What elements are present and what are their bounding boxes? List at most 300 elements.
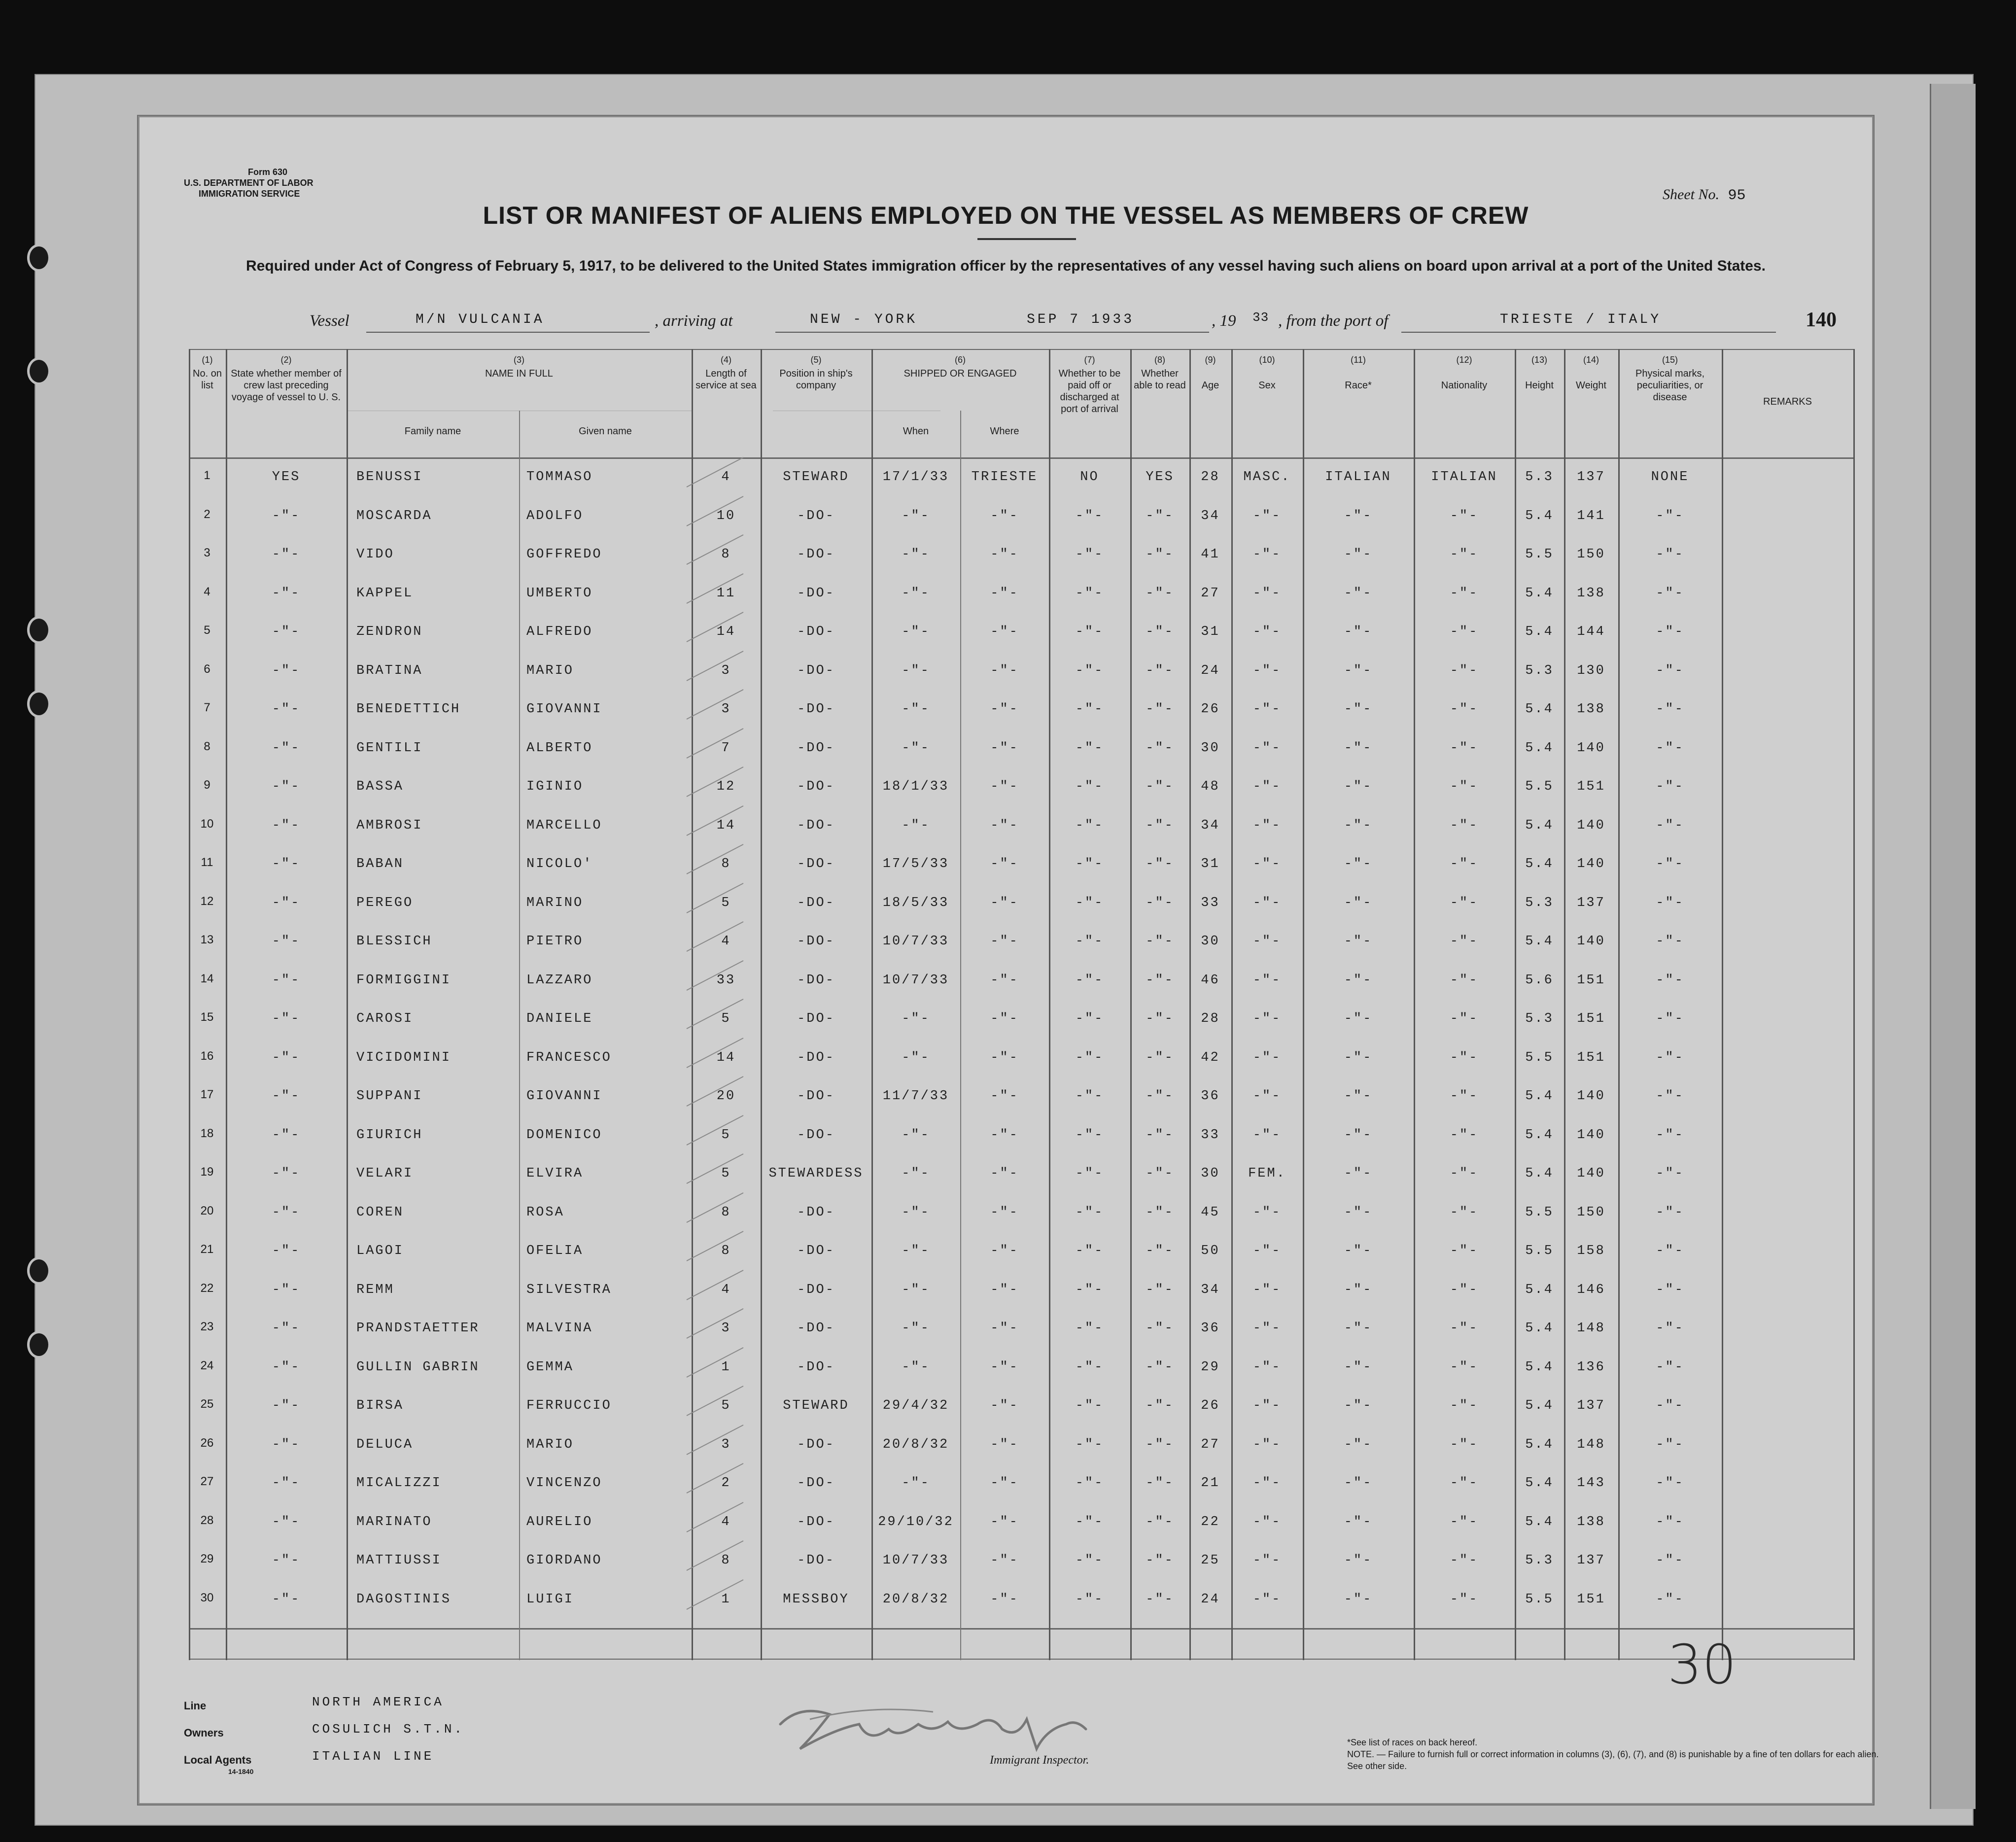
cell-nat: -"- <box>1450 779 1479 794</box>
cell-weight: 140 <box>1577 934 1605 949</box>
inspector-signature <box>770 1695 1125 1764</box>
cell-paid: NO <box>1080 470 1099 485</box>
cell-paid: -"- <box>1075 895 1104 910</box>
cell-height: 5.4 <box>1525 586 1554 601</box>
cell-height: 5.5 <box>1525 1244 1554 1258</box>
cell-marks: -"- <box>1656 818 1684 833</box>
cell-when: -"- <box>902 1244 930 1258</box>
header-col-9 <box>1189 354 1231 391</box>
cell-prev: -"- <box>272 1244 301 1258</box>
sheet-number-label: Sheet No. <box>1663 186 1719 203</box>
cell-position: -DO- <box>797 1244 835 1258</box>
cell-race: -"- <box>1344 1359 1373 1375</box>
binder-hole <box>27 244 51 272</box>
cell-sex: -"- <box>1252 740 1282 756</box>
cell-where: -"- <box>990 1592 1019 1607</box>
cell-family: DAGOSTINIS <box>356 1592 452 1607</box>
cell-when: 17/5/33 <box>882 857 949 871</box>
cell-family: DELUCA <box>356 1437 414 1452</box>
rule <box>761 349 762 1660</box>
cell-paid: -"- <box>1075 1398 1104 1413</box>
cell-age: 42 <box>1201 1050 1220 1065</box>
header-number: (13) <box>1531 355 1547 365</box>
cell-age: 25 <box>1201 1553 1220 1568</box>
cell-given: FERRUCCIO <box>526 1398 612 1413</box>
header-text: Nationality <box>1441 380 1488 391</box>
row-number: 15 <box>200 1010 214 1024</box>
header-number: (3) <box>514 355 524 365</box>
cell-weight: 140 <box>1577 1127 1605 1143</box>
row-number: 18 <box>200 1126 214 1140</box>
cell-weight: 144 <box>1577 625 1605 639</box>
binder-hole <box>27 1331 51 1358</box>
cell-read: -"- <box>1146 625 1174 639</box>
row-number: 24 <box>200 1358 214 1372</box>
header-col-11 <box>1303 354 1414 391</box>
cell-weight: 138 <box>1577 702 1605 717</box>
cell-given: MARIO <box>526 1437 574 1452</box>
row-number: 26 <box>200 1436 214 1450</box>
vessel-name: M/N VULCANIA <box>416 312 545 327</box>
cell-position: -DO- <box>797 1282 835 1297</box>
cell-nat: -"- <box>1450 1205 1479 1220</box>
cell-paid: -"- <box>1075 547 1104 562</box>
cell-family: CAROSI <box>356 1011 414 1026</box>
row-number: 7 <box>204 701 210 714</box>
cell-given: PIETRO <box>526 934 584 949</box>
header-text: Whether able to read <box>1134 368 1186 391</box>
header-when: When <box>903 426 929 437</box>
vessel-line <box>139 309 1872 337</box>
cell-weight: 137 <box>1577 1553 1605 1568</box>
header-number: (5) <box>810 355 822 365</box>
cell-paid: -"- <box>1075 1592 1104 1607</box>
cell-age: 26 <box>1201 1398 1220 1413</box>
cell-when: -"- <box>902 1321 930 1336</box>
cell-age: 28 <box>1201 470 1220 485</box>
cell-age: 26 <box>1201 702 1220 717</box>
cell-family: BLESSICH <box>356 934 432 949</box>
cell-nat: -"- <box>1450 547 1479 562</box>
header-remarks: REMARKS <box>1763 396 1812 407</box>
cell-sex: FEM. <box>1248 1166 1286 1181</box>
row-number: 19 <box>200 1165 214 1179</box>
header-col-15 <box>1621 354 1719 403</box>
rule <box>1564 349 1565 1660</box>
cell-prev: -"- <box>272 1592 301 1607</box>
cell-where: -"- <box>990 702 1019 717</box>
cell-when: -"- <box>902 1127 930 1143</box>
header-text: Physical marks, peculiarities, or disease <box>1635 368 1705 403</box>
cell-marks: -"- <box>1656 934 1684 949</box>
row-number: 5 <box>204 624 210 637</box>
cell-nat: -"- <box>1450 740 1479 756</box>
cell-age: 30 <box>1201 1166 1220 1181</box>
cell-height: 5.4 <box>1525 508 1554 523</box>
cell-family: MOSCARDA <box>356 508 432 523</box>
pencil-check-mark <box>684 1268 748 1302</box>
binder-hole <box>27 357 51 385</box>
row-number: 28 <box>200 1513 214 1527</box>
header-col-8 <box>1133 354 1187 391</box>
row-number: 12 <box>200 894 214 908</box>
header-number: (12) <box>1456 355 1472 365</box>
cell-sex: -"- <box>1252 625 1282 639</box>
header-number: (8) <box>1154 355 1165 365</box>
cell-race: -"- <box>1344 779 1373 794</box>
cell-paid: -"- <box>1075 1514 1104 1529</box>
cell-service: 4 <box>721 1282 731 1297</box>
cell-sex: -"- <box>1252 1089 1282 1104</box>
cell-marks: -"- <box>1656 663 1684 678</box>
cell-age: 33 <box>1201 1127 1220 1143</box>
cell-sex: -"- <box>1252 1282 1282 1297</box>
cell-service: 3 <box>721 1321 731 1336</box>
cell-prev: -"- <box>272 1321 301 1336</box>
cell-read: -"- <box>1146 1398 1174 1413</box>
arrival-year: 33 <box>1252 310 1269 325</box>
cell-given: OFELIA <box>526 1244 584 1258</box>
cell-family: PRANDSTAETTER <box>356 1321 480 1336</box>
cell-when: -"- <box>902 702 930 717</box>
cell-read: -"- <box>1146 702 1174 717</box>
cell-where: -"- <box>990 1011 1019 1026</box>
cell-race: -"- <box>1344 1244 1373 1258</box>
manifest-sheet <box>138 116 1879 1805</box>
cell-read: -"- <box>1146 586 1174 601</box>
cell-marks: -"- <box>1656 1437 1684 1452</box>
cell-marks: -"- <box>1656 625 1684 639</box>
form-number: Form 630 <box>248 167 288 177</box>
cell-sex: -"- <box>1252 818 1282 833</box>
cell-service: 20 <box>716 1089 736 1104</box>
cell-sex: -"- <box>1252 895 1282 910</box>
header-family-name: Family name <box>404 426 461 437</box>
cell-weight: 140 <box>1577 818 1605 833</box>
underline <box>775 332 1209 333</box>
rule <box>1618 349 1620 1660</box>
cell-service: 14 <box>716 625 736 639</box>
cell-family: PEREGO <box>356 895 414 910</box>
header-text: State whether member of crew last preceding voyage of vessel to U. S. <box>231 368 342 403</box>
rule <box>519 411 520 1660</box>
cell-marks: -"- <box>1656 740 1684 756</box>
cell-prev: -"- <box>272 702 301 717</box>
cell-nat: -"- <box>1450 1244 1479 1258</box>
cell-service: 4 <box>721 1514 731 1529</box>
cell-nat: -"- <box>1450 1011 1479 1026</box>
cell-sex: MASC. <box>1243 470 1291 485</box>
underline <box>1401 332 1776 333</box>
cell-paid: -"- <box>1075 1359 1104 1375</box>
header-number: (7) <box>1084 355 1095 365</box>
cell-family: AMBROSI <box>356 818 423 833</box>
cell-given: MALVINA <box>526 1321 593 1336</box>
cell-marks: -"- <box>1656 1011 1684 1026</box>
cell-where: -"- <box>990 663 1019 678</box>
cell-service: 5 <box>721 895 731 910</box>
penalty-note: NOTE. — Failure to furnish full or correct information in columns (3), (6), (7), and (8) is punishable by a fine of ten dollars for each alien. See other side. <box>1347 1749 1879 1771</box>
cell-read: -"- <box>1146 857 1174 871</box>
form-identifier <box>184 167 313 199</box>
pencil-check-mark <box>684 1306 748 1341</box>
cell-weight: 130 <box>1577 663 1605 678</box>
cell-paid: -"- <box>1075 740 1104 756</box>
cell-sex: -"- <box>1252 1359 1282 1375</box>
cell-position: -DO- <box>797 586 835 601</box>
cell-service: 8 <box>721 547 731 562</box>
cell-sex: -"- <box>1252 1321 1282 1336</box>
cell-age: 34 <box>1201 508 1220 523</box>
rule <box>871 349 873 1660</box>
cell-prev: -"- <box>272 547 301 562</box>
cell-where: -"- <box>990 934 1019 949</box>
cell-family: BABAN <box>356 857 404 871</box>
row-number: 2 <box>204 507 210 521</box>
inspector-label: Immigrant Inspector. <box>990 1754 1089 1767</box>
cell-when: -"- <box>902 1011 930 1026</box>
cell-age: 36 <box>1201 1089 1220 1104</box>
cell-nat: -"- <box>1450 1514 1479 1529</box>
pencil-check-mark <box>684 1384 748 1418</box>
cell-read: YES <box>1146 470 1174 485</box>
rule <box>1303 349 1304 1660</box>
cell-paid: -"- <box>1075 1476 1104 1491</box>
cell-family: GENTILI <box>356 740 423 756</box>
cell-where: -"- <box>990 1321 1019 1336</box>
cell-service: 12 <box>716 779 736 794</box>
cell-height: 5.4 <box>1525 1398 1554 1413</box>
cell-age: 48 <box>1201 779 1220 794</box>
cell-when: 29/10/32 <box>878 1514 954 1529</box>
cell-sex: -"- <box>1252 857 1282 871</box>
cell-nat: -"- <box>1450 857 1479 871</box>
cell-height: 5.3 <box>1525 663 1554 678</box>
cell-sex: -"- <box>1252 1398 1282 1413</box>
cell-family: BASSA <box>356 779 404 794</box>
pencil-check-mark <box>684 1345 748 1380</box>
cell-age: 22 <box>1201 1514 1220 1529</box>
cell-read: -"- <box>1146 895 1174 910</box>
cell-nat: -"- <box>1450 1592 1479 1607</box>
rule <box>1515 349 1516 1660</box>
cell-weight: 140 <box>1577 857 1605 871</box>
cell-race: -"- <box>1344 1514 1373 1529</box>
row-number: 16 <box>200 1049 214 1063</box>
header-text: Length of service at sea <box>695 368 757 391</box>
cell-position: -DO- <box>797 1321 835 1336</box>
cell-marks: -"- <box>1656 1282 1684 1297</box>
arrival-port: NEW - YORK <box>810 312 918 327</box>
origin-port: TRIESTE / ITALY <box>1500 312 1662 327</box>
cell-marks: NONE <box>1651 470 1689 485</box>
cell-given: LUIGI <box>526 1592 574 1607</box>
cell-race: -"- <box>1344 1553 1373 1568</box>
cell-weight: 146 <box>1577 1282 1605 1297</box>
cell-read: -"- <box>1146 740 1174 756</box>
cell-given: NICOLO' <box>526 857 593 871</box>
agents-code: 14-1840 <box>228 1768 254 1775</box>
cell-prev: -"- <box>272 740 301 756</box>
cell-position: -DO- <box>797 1205 835 1220</box>
cell-given: MARIO <box>526 663 574 678</box>
cell-read: -"- <box>1146 1050 1174 1065</box>
cell-family: ZENDRON <box>356 625 423 639</box>
cell-marks: -"- <box>1656 857 1684 871</box>
cell-family: BIRSA <box>356 1398 404 1413</box>
header-text: SHIPPED OR ENGAGED <box>904 368 1017 379</box>
cell-weight: 151 <box>1577 779 1605 794</box>
cell-prev: -"- <box>272 1398 301 1413</box>
cell-service: 2 <box>721 1476 731 1491</box>
pencil-check-mark <box>684 1538 748 1573</box>
header-text: Race* <box>1345 380 1372 391</box>
row-number: 11 <box>201 856 213 869</box>
cell-read: -"- <box>1146 779 1174 794</box>
cell-family: GULLIN GABRIN <box>356 1359 480 1375</box>
pencil-check-mark <box>684 765 748 799</box>
cell-position: -DO- <box>797 895 835 910</box>
cell-height: 5.4 <box>1525 1089 1554 1104</box>
cell-height: 5.4 <box>1525 1321 1554 1336</box>
rule <box>226 349 227 1660</box>
cell-family: KAPPEL <box>356 586 414 601</box>
pencil-check-mark <box>684 803 748 838</box>
cell-read: -"- <box>1146 1359 1174 1375</box>
cell-position: -DO- <box>797 508 835 523</box>
cell-given: GEMMA <box>526 1359 574 1375</box>
cell-prev: -"- <box>272 1050 301 1065</box>
cell-position: -DO- <box>797 1011 835 1026</box>
cell-when: -"- <box>902 586 930 601</box>
cell-family: MICALIZZI <box>356 1476 442 1491</box>
cell-race: -"- <box>1344 1089 1373 1104</box>
header-number: (9) <box>1205 355 1216 365</box>
cell-race: -"- <box>1344 1476 1373 1491</box>
cell-paid: -"- <box>1075 1437 1104 1452</box>
cell-prev: -"- <box>272 973 301 988</box>
cell-age: 50 <box>1201 1244 1220 1258</box>
cell-where: -"- <box>990 1398 1019 1413</box>
cell-race: -"- <box>1344 663 1373 678</box>
cell-nat: -"- <box>1450 1321 1479 1336</box>
cell-where: -"- <box>990 779 1019 794</box>
cell-prev: -"- <box>272 1166 301 1181</box>
cell-where: -"- <box>990 1514 1019 1529</box>
rule <box>347 349 348 1660</box>
cell-age: 33 <box>1201 895 1220 910</box>
cell-marks: -"- <box>1656 1127 1684 1143</box>
row-number: 14 <box>200 972 214 985</box>
cell-read: -"- <box>1146 1514 1174 1529</box>
cell-marks: -"- <box>1656 1205 1684 1220</box>
cell-prev: -"- <box>272 1011 301 1026</box>
cell-read: -"- <box>1146 1282 1174 1297</box>
cell-sex: -"- <box>1252 663 1282 678</box>
cell-height: 5.4 <box>1525 1359 1554 1375</box>
cell-service: 8 <box>721 1553 731 1568</box>
arriving-label: , arriving at <box>655 312 733 330</box>
cell-when: -"- <box>902 547 930 562</box>
cell-prev: -"- <box>272 1514 301 1529</box>
cell-position: STEWARD <box>783 470 849 485</box>
cell-service: 11 <box>716 586 736 601</box>
cell-race: -"- <box>1344 934 1373 949</box>
pencil-check-mark <box>684 494 748 528</box>
cell-family: BENUSSI <box>356 470 423 485</box>
cell-age: 24 <box>1201 663 1220 678</box>
arrival-date: SEP 7 1933 <box>1027 312 1135 327</box>
cell-sex: -"- <box>1252 702 1282 717</box>
agents-value: ITALIAN LINE <box>312 1749 434 1764</box>
cell-family: BENEDETTICH <box>356 702 461 717</box>
rule <box>1231 349 1233 1660</box>
vessel-label: Vessel <box>310 312 349 330</box>
cell-position: -DO- <box>797 702 835 717</box>
cell-read: -"- <box>1146 1553 1174 1568</box>
cell-weight: 148 <box>1577 1321 1605 1336</box>
cell-position: -DO- <box>797 740 835 756</box>
cell-nat: -"- <box>1450 934 1479 949</box>
cell-marks: -"- <box>1656 1321 1684 1336</box>
cell-age: 34 <box>1201 1282 1220 1297</box>
cell-prev: -"- <box>272 663 301 678</box>
cell-given: GIORDANO <box>526 1553 602 1568</box>
header-text: Height <box>1525 380 1554 391</box>
cell-paid: -"- <box>1075 1011 1104 1026</box>
cell-where: -"- <box>990 1050 1019 1065</box>
cell-race: -"- <box>1344 586 1373 601</box>
cell-prev: -"- <box>272 1282 301 1297</box>
cell-race: -"- <box>1344 1166 1373 1181</box>
cell-when: -"- <box>902 1476 930 1491</box>
cell-height: 5.5 <box>1525 1592 1554 1607</box>
cell-height: 5.5 <box>1525 547 1554 562</box>
cell-when: 10/7/33 <box>882 934 949 949</box>
cell-family: MARINATO <box>356 1514 432 1529</box>
cell-weight: 137 <box>1577 470 1605 485</box>
cell-age: 21 <box>1201 1476 1220 1491</box>
cell-read: -"- <box>1146 818 1174 833</box>
underline <box>366 332 650 333</box>
cell-given: TOMMASO <box>526 470 593 485</box>
cell-age: 41 <box>1201 547 1220 562</box>
cell-where: -"- <box>990 508 1019 523</box>
cell-race: -"- <box>1344 895 1373 910</box>
header-col-6 <box>871 354 1049 380</box>
cell-marks: -"- <box>1656 1166 1684 1181</box>
cell-sex: -"- <box>1252 1437 1282 1452</box>
cell-service: 1 <box>721 1592 731 1607</box>
sheet-number-value: 95 <box>1728 187 1746 204</box>
cell-paid: -"- <box>1075 857 1104 871</box>
cell-height: 5.4 <box>1525 857 1554 871</box>
cell-race: -"- <box>1344 508 1373 523</box>
row-number: 13 <box>200 933 214 946</box>
pencil-check-mark <box>684 455 748 489</box>
cell-position: -DO- <box>797 1553 835 1568</box>
cell-read: -"- <box>1146 1166 1174 1181</box>
cell-when: -"- <box>902 1166 930 1181</box>
header-col-7 <box>1051 354 1128 415</box>
row-number: 25 <box>200 1397 214 1411</box>
pencil-check-mark <box>684 1113 748 1147</box>
cell-prev: -"- <box>272 1553 301 1568</box>
cell-weight: 140 <box>1577 1166 1605 1181</box>
header-text: Sex <box>1258 380 1276 391</box>
cell-nat: -"- <box>1450 625 1479 639</box>
cell-read: -"- <box>1146 1244 1174 1258</box>
